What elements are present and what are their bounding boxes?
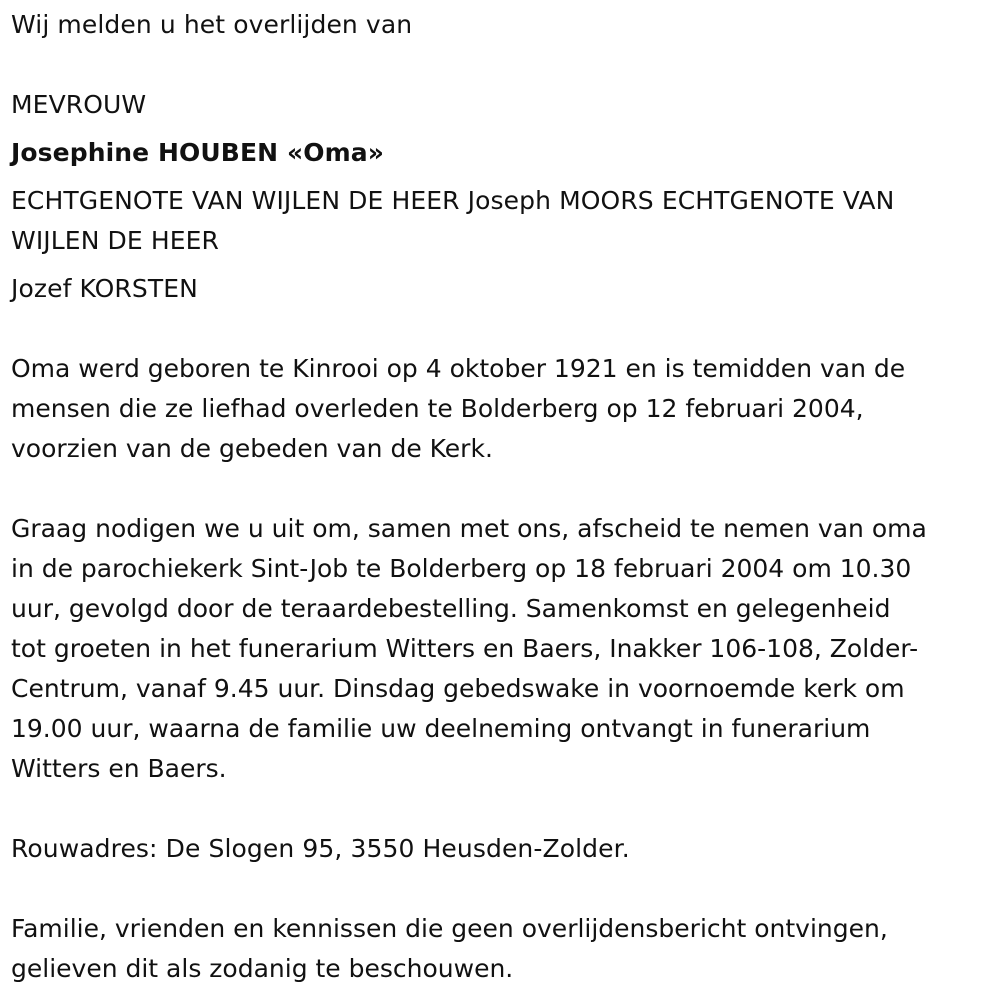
spacer	[11, 45, 991, 85]
intro-text: Wij melden u het overlijden van	[11, 10, 413, 39]
paragraph-line: mensen die ze liefhad overleden te Bolderberg op 12 februari 2004,	[11, 394, 864, 423]
spouses-line: WIJLEN DE HEER	[11, 226, 219, 255]
spacer	[11, 869, 991, 909]
birth-death-paragraph	[11, 349, 991, 469]
paragraph-line: uur, gevolgd door de teraardebestelling. Samenkomst en gelegenheid	[11, 594, 891, 623]
paragraph-line: in de parochiekerk Sint-Job te Bolderberg op 18 februari 2004 om 10.30	[11, 554, 912, 583]
spacer	[11, 261, 991, 269]
paragraph-line: 19.00 uur, waarna de familie uw deelneming ontvangt in funerarium	[11, 714, 871, 743]
paragraph-line: Graag nodigen we u uit om, samen met ons, afscheid te nemen van oma	[11, 514, 927, 543]
paragraph-line: tot groeten in het funerarium Witters en Baers, Inakker 106-108, Zolder-	[11, 634, 919, 663]
spacer	[11, 789, 991, 829]
spacer	[11, 469, 991, 509]
spacer	[11, 125, 991, 133]
spouses-line: ECHTGENOTE VAN WIJLEN DE HEER Joseph MOORS ECHTGENOTE VAN	[11, 186, 895, 215]
spacer	[11, 309, 991, 349]
paragraph-line: Centrum, vanaf 9.45 uur. Dinsdag gebedswake in voornoemde kerk om	[11, 674, 905, 703]
spacer	[11, 173, 991, 181]
death-notice-document	[11, 5, 991, 989]
closing-paragraph	[11, 909, 991, 989]
paragraph-line: Familie, vrienden en kennissen die geen overlijdensbericht ontvingen,	[11, 914, 888, 943]
paragraph-line: Oma werd geboren te Kinrooi op 4 oktober 1921 en is temidden van de	[11, 354, 906, 383]
title-prefix: MEVROUW	[11, 90, 147, 119]
paragraph-line: Witters en Baers.	[11, 754, 227, 783]
paragraph-line: gelieven dit als zodanig te beschouwen.	[11, 954, 514, 983]
deceased-name: Josephine HOUBEN «Oma»	[11, 138, 384, 167]
funeral-paragraph	[11, 509, 991, 789]
paragraph-line: voorzien van de gebeden van de Kerk.	[11, 434, 493, 463]
spouses-line: Jozef KORSTEN	[11, 274, 198, 303]
mourning-address: Rouwadres: De Slogen 95, 3550 Heusden-Zolder.	[11, 834, 630, 863]
